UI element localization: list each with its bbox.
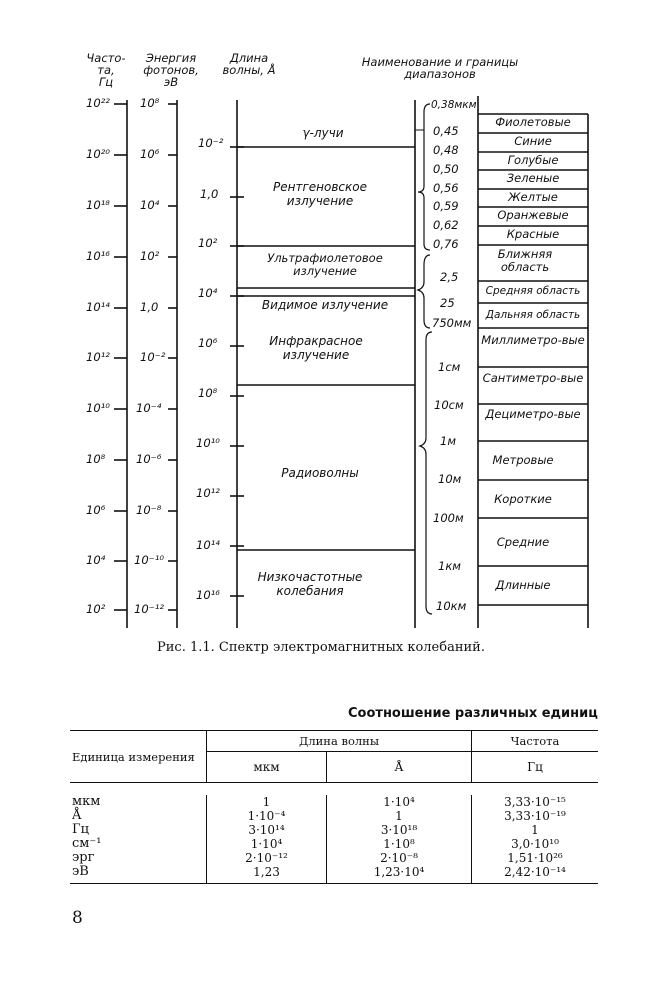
header-um: мкм <box>207 752 327 783</box>
freq-tick-label: 10¹⁶ <box>86 249 110 263</box>
freq-tick-label: 10⁸ <box>86 452 106 466</box>
band-label: Зеленые <box>506 171 560 185</box>
energy-header-line: эВ <box>163 75 179 89</box>
ir-brace <box>418 255 430 328</box>
freq-header <box>84 52 128 88</box>
band-label: Красные <box>506 227 560 241</box>
band-label: Желтые <box>508 190 558 204</box>
hz-cell: 1,51·10²⁶ <box>472 851 599 865</box>
wave-tick-label: 10¹⁴ <box>196 538 220 552</box>
wave-tick-label: 10⁴ <box>198 286 218 300</box>
unit-cell: Å <box>72 808 82 823</box>
boundary-label: 0,76 <box>433 237 459 251</box>
boundary-label: 1км <box>438 559 461 573</box>
band-label: Метровые <box>492 453 554 467</box>
band-label: Короткие <box>494 492 552 506</box>
region-low-frequency: Низкочастотные колебания <box>257 570 363 598</box>
table-row <box>70 851 598 865</box>
boundary-label: 1м <box>440 434 456 448</box>
band-label: Дециметро-вые <box>485 407 581 421</box>
table-row <box>70 837 598 851</box>
table-row <box>70 823 598 837</box>
boundary-label: 100м <box>433 511 464 525</box>
energy-tick-label: 10⁸ <box>140 96 160 110</box>
um-cell: 2·10⁻¹² <box>207 851 327 865</box>
band-label: Миллиметро-вые <box>481 333 585 347</box>
band-label: Синие <box>514 134 552 148</box>
energy-tick-label: 10⁻¹² <box>134 602 164 616</box>
wavelength-header-line: волны, Å <box>222 63 276 77</box>
boundary-label: 0,45 <box>433 124 459 138</box>
wave-tick-label: 10¹⁰ <box>196 436 220 450</box>
freq-tick-label: 10⁴ <box>86 553 106 567</box>
table-row <box>70 865 598 884</box>
energy-tick-label: 10⁶ <box>140 147 160 161</box>
angstrom-cell: 1·10⁸ <box>327 837 472 851</box>
angstrom-cell: 1 <box>327 809 472 823</box>
um-cell: 1 <box>207 795 327 809</box>
energy-tick-label: 10⁻² <box>140 350 166 364</box>
boundary-label: 10см <box>434 398 464 412</box>
boundary-label: 0,59 <box>433 199 459 213</box>
band-label: Средние <box>496 535 550 549</box>
freq-tick-label: 10¹² <box>86 350 110 364</box>
boundary-label: 2,5 <box>440 270 459 284</box>
angstrom-cell: 1·10⁴ <box>327 795 472 809</box>
um-cell: 1·10⁴ <box>207 837 327 851</box>
energy-tick-label: 10⁴ <box>140 198 160 212</box>
header-hz: Гц <box>472 752 599 783</box>
names-header-line: диапазонов <box>404 67 476 81</box>
boundary-label: 0,50 <box>433 162 459 176</box>
hz-cell: 3,33·10⁻¹⁵ <box>472 795 599 809</box>
radio-brace <box>420 332 432 614</box>
angstrom-cell: 1,23·10⁴ <box>327 865 472 884</box>
um-cell: 1,23 <box>207 865 327 884</box>
band-label: Оранжевые <box>497 208 569 222</box>
energy-tick-label: 10⁻⁶ <box>136 452 162 466</box>
band-label: Сантиметро-вые <box>482 371 584 385</box>
boundary-label: 750мм <box>432 316 472 330</box>
wave-tick-label: 10¹² <box>196 486 220 500</box>
freq-tick-label: 10²⁰ <box>86 147 110 161</box>
band-label: Длинные <box>495 578 551 592</box>
energy-tick-label: 10² <box>140 249 160 263</box>
unit-cell: эрг <box>72 850 95 865</box>
region-gamma: γ-лучи <box>302 126 344 140</box>
visible-brace <box>418 104 430 250</box>
figure-caption: Рис. 1.1. Спектр электромагнитных колебаний. <box>157 640 485 655</box>
freq-header-line: Гц <box>98 75 114 89</box>
freq-header-line: та, <box>97 63 115 77</box>
table-row <box>70 809 598 823</box>
boundary-label: 0,62 <box>433 218 459 232</box>
unit-cell: мкм <box>72 794 101 809</box>
freq-tick-label: 10¹⁰ <box>86 401 110 415</box>
boundary-label: 1см <box>438 360 461 374</box>
angstrom-cell: 3·10¹⁸ <box>327 823 472 837</box>
table-row <box>70 795 598 809</box>
axis-ticks <box>114 104 244 610</box>
units-table <box>70 730 598 884</box>
wave-tick-label: 10⁶ <box>198 336 218 350</box>
freq-header-line: Часто- <box>86 51 126 65</box>
wavelength-header <box>216 52 282 76</box>
angstrom-cell: 2·10⁻⁸ <box>327 851 472 865</box>
header-unit: Единица измерения <box>70 731 207 783</box>
header-angstrom: Å <box>327 752 472 783</box>
freq-tick-label: 10¹⁸ <box>86 198 110 212</box>
energy-tick-label: 10⁻¹⁰ <box>134 553 164 567</box>
wavelength-header-line: Длина <box>229 51 269 65</box>
wave-tick-label: 10¹⁶ <box>196 588 220 602</box>
um-cell: 1·10⁻⁴ <box>207 809 327 823</box>
table-title: Соотношение различных единиц <box>348 706 598 721</box>
um-cell: 3·10¹⁴ <box>207 823 327 837</box>
names-header-line: Наименование и границы <box>361 55 519 69</box>
freq-tick-label: 10²² <box>86 96 110 110</box>
region-visible: Видимое излучение <box>261 298 389 312</box>
unit-cell: Гц <box>72 822 89 837</box>
hz-cell: 1 <box>472 823 599 837</box>
energy-header-line: Энергия <box>145 51 197 65</box>
band-label: Голубые <box>507 153 559 167</box>
unit-cell: см⁻¹ <box>72 836 102 851</box>
energy-header <box>137 52 205 88</box>
region-uv: Ультрафиолетовое излучение <box>267 251 383 278</box>
boundary-label: 10км <box>436 599 467 613</box>
energy-tick-label: 10⁻⁸ <box>136 503 162 517</box>
wave-tick-label: 10⁸ <box>198 386 218 400</box>
band-separators <box>478 114 588 605</box>
boundary-label: 0,38мкм <box>431 99 477 111</box>
region-xray: Рентгеновское излучение <box>273 180 367 208</box>
band-label: Ближняя область <box>497 247 553 274</box>
hz-cell: 3,0·10¹⁰ <box>472 837 599 851</box>
band-label: Дальняя область <box>485 309 581 321</box>
energy-header-line: фотонов, <box>143 63 199 77</box>
band-label: Фиолетовые <box>495 115 571 129</box>
hz-cell: 2,42·10⁻¹⁴ <box>472 865 599 884</box>
wave-tick-label: 1,0 <box>200 187 219 201</box>
wave-tick-label: 10² <box>198 236 218 250</box>
boundary-label: 0,56 <box>433 181 459 195</box>
energy-tick-label: 1,0 <box>140 300 159 314</box>
hz-cell: 3,33·10⁻¹⁹ <box>472 809 599 823</box>
region-radio: Радиоволны <box>281 466 359 480</box>
region-infrared: Инфракрасное излучение <box>269 334 363 362</box>
boundary-label: 10м <box>438 472 462 486</box>
page-number: 8 <box>72 908 83 928</box>
freq-tick-label: 10¹⁴ <box>86 300 110 314</box>
freq-tick-label: 10⁶ <box>86 503 106 517</box>
wave-tick-label: 10⁻² <box>198 136 224 150</box>
freq-tick-label: 10² <box>86 602 106 616</box>
header-frequency: Частота <box>472 731 599 752</box>
boundary-label: 0,48 <box>433 143 459 157</box>
names-header <box>330 56 550 80</box>
energy-tick-label: 10⁻⁴ <box>136 401 162 415</box>
header-wavelength: Длина волны <box>207 731 472 752</box>
band-label: Средняя область <box>485 285 581 297</box>
unit-cell: эВ <box>72 864 89 879</box>
boundary-label: 25 <box>440 296 455 310</box>
